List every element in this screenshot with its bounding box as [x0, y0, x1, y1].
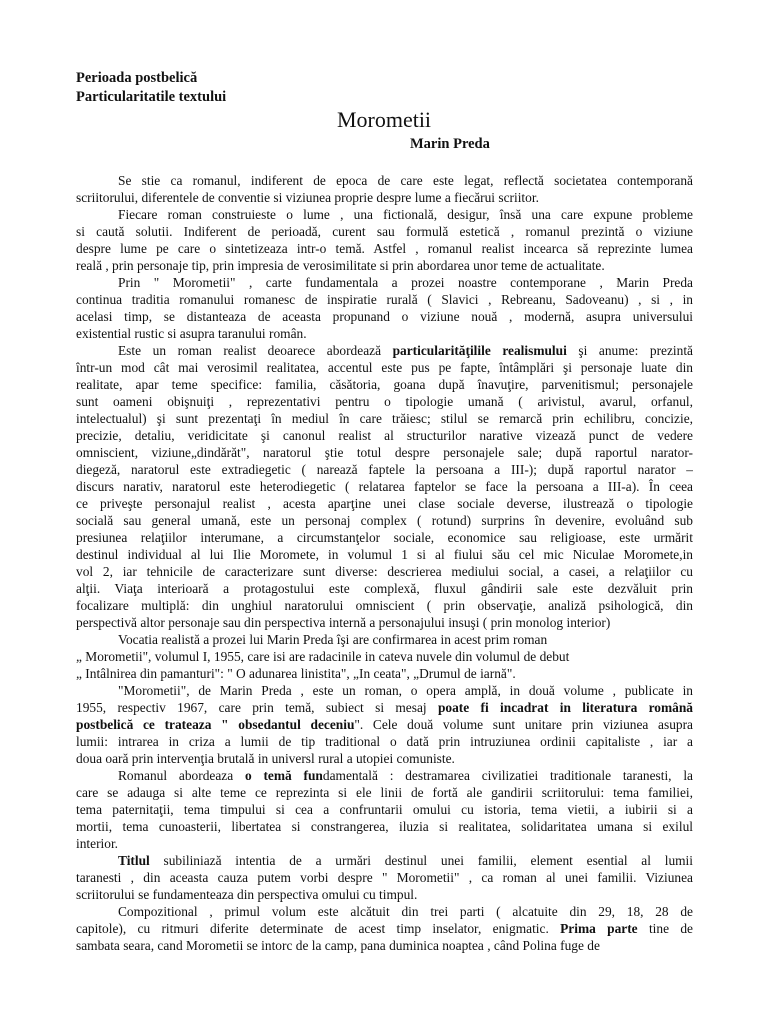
body-line: postbelică ce trateaza " obsedantul deceniu". Cele două volume sunt unitare prin viziunea asupra — [76, 717, 693, 732]
body-line: destinul individual al lui Ilie Moromete, in volumul 1 si al fiului său cel mic Niculae Moromete,in — [76, 547, 693, 562]
body-line: sunt oameni obişnuiţi , reprezentativi pentru o tipologie umană ( arivistul, avarul, orfanul, — [76, 394, 693, 409]
body-line: interior. — [76, 836, 119, 851]
body-line: reală , prin personaje tip, prin impresia de verosimilitate si prin abordarea unor teme de actualitate. — [76, 258, 605, 273]
bold-phrase: Titlul — [118, 853, 150, 868]
bold-phrase: particularităţilile realismului — [392, 343, 567, 358]
body-line: care se adauga si alte teme ce reprezinta si ele linii de fortă ale gandirii scriitorului: tema familiei, — [76, 785, 693, 800]
body-line: perspectivă altor personaje sau din perspectiva internă a personajului insuşi ( prin monolog interior) — [76, 615, 611, 630]
body-line: Vocatia realistă a prozei lui Marin Preda îşi are confirmarea in acest prim roman — [118, 632, 548, 647]
body-line: mortii, tema cunoasterii, libertatea si constrangerea, iluzia si realitatea, solidaritatea umana si exilul — [76, 819, 693, 834]
bold-phrase: poate fi incadrat in literatura română — [437, 700, 693, 715]
body-line: diegeză, naratorul este extradiegetic ( narează faptele la persoana a III-); după raportul narator – — [76, 462, 693, 477]
body-line: „ Morometii", volumul I, 1955, care isi are radacinile in cateva nuvele din volumul de debut — [76, 649, 570, 664]
body-line: Se stie ca romanul, indiferent de epoca de care este legat, reflectă societatea contemporană — [118, 173, 693, 188]
body-line: capitole), cu ritmuri diferite determinate de acest timp inselator, enigmatic. Prima parte tine de — [76, 921, 693, 936]
body-line: într-un mod cât mai verosimil realitatea, accentul este pus pe fapte, întâmplări şi personaje luate din — [76, 360, 693, 375]
body-line: Fiecare roman construieste o lume , una fictională, desigur, însă una care expune probleme — [118, 207, 693, 222]
body-line: focalizare multiplă: din unghiul naratorului omniscient ( prin observaţie, analiză psihologică, din — [76, 598, 693, 613]
body-line: acelasi timp, se distanteaza de aceasta propunand o viziune nouă , modernă, asupra universului — [76, 309, 693, 324]
bold-phrase: Prima parte — [560, 921, 638, 936]
body-line: despre lume pe care o sintetizeaza intr-o temă. Astfel , romanul realist incearca să reprezinte lumea — [76, 241, 693, 256]
body-line: doua oară prin intervenţia brutală in universl rural a utopiei comuniste. — [76, 751, 455, 766]
body-line: "Morometii", de Marin Preda , este un roman, o opera amplă, in două volume , publicate in — [118, 683, 693, 698]
body-line: realitate, apar teme specifice: familia, căsătoria, goana după înavuţire, parvenitismul; personajele — [76, 377, 693, 392]
body-line: presiunea relaţiilor interumane, a circumstanţelor sociale, economice sau religioase, este urmărit — [76, 530, 693, 545]
body-line: discurs narativ, naratorul este heterodiegetic ( relatarea faptelor se face la persoana a III-a). În ceea — [76, 479, 693, 494]
period-heading: Perioada postbelică — [76, 70, 198, 86]
body-line: intelectualul) şi sunt prezentaţi în mediul în care trăiesc; stilul se remarcă prin echilibru, concizie, — [76, 411, 693, 426]
body-line: Titlul subiliniază intentia de a urmări destinul unei familii, element esential al lumii — [118, 853, 693, 868]
bold-phrase: o temă fun — [244, 768, 323, 783]
body-line: alţii. Viaţa interioară a protagostului este complexă, fluxul gândirii sale este dezvăluit prin — [76, 581, 693, 596]
body-line: 1955, respectiv 1967, care prin temă, subiect si mesaj poate fi incadrat in literatura română — [76, 700, 693, 715]
page-title: Morometii — [336, 107, 432, 132]
body-line: vol 2, iar tehnicile de caracterizare sunt diverse: descrierea mediului social, a casei, a relaţiilor cu — [76, 564, 693, 579]
body-line: ce priveşte personajul realist , acesta aparţine unei clase sociale deverse, ilustrează o tipologie — [76, 496, 693, 511]
body-line: precizie, detaliu, veridicitate şi canonul realist al structurilor narative vizează punct de vedere — [76, 428, 693, 443]
body-line: scriitorului se fundamenteaza din perspectiva omului cu timpul. — [76, 887, 418, 902]
body-line: si caută solutii. Indiferent de perioadă, curent sau formulă estetică , romanul prezintă o viziune — [76, 224, 693, 239]
subtitle-heading: Particularitatile textului — [76, 89, 227, 105]
body-line: Romanul abordeaza o temă fundamentală : destramarea civilizatiei traditionale taranesti, la — [118, 768, 693, 783]
body-line: omniscient, viziune„dindărăt", naratorul ştie totul despre personajele sale; după raportul narator- — [76, 445, 693, 460]
body-line: existential rustic si asupra taranului român. — [76, 326, 307, 341]
body-line: lumii: intrarea in criza a lumii de tip traditional o dată prin intruziunea ordinii capitaliste , iar a — [76, 734, 693, 749]
body-line: socială sau general umană, este un personaj complex ( rotund) surprins în devenire, evoluând sub — [76, 513, 693, 528]
body-line: tema paternitaţii, tema timpului si cea a confruntarii omului cu istoria, tema vietii, a iubirii si a — [76, 802, 693, 817]
body-line: „ Intâlnirea din pamanturi": " O adunarea linistita", „In ceata", „Drumul de iarnă". — [76, 666, 516, 681]
body-line: scriitorului, diferentele de conventie si viziunea proprie despre lume a fiecărui scriitor. — [76, 190, 539, 205]
body-line: continua traditia romanului romanesc de inspiratie rurală ( Slavici , Rebreanu, Sadoveanu) , si , in — [76, 292, 693, 307]
body-line: Compozitional , primul volum este alcătuit din trei parti ( alcatuite din 29, 18, 28 de — [118, 904, 693, 919]
body-line: taranesti , din aceasta cauza putem vorbi despre " Morometii" , ca roman al unei familii. Viziunea — [76, 870, 693, 885]
author-name: Marin Preda — [410, 136, 490, 152]
body-line: Prin " Morometii" , carte fundamentala a prozei noastre contemporane , Marin Preda — [118, 275, 693, 290]
bold-phrase: postbelică ce trateaza " obsedantul deceniu — [76, 717, 355, 732]
body-line: sambata seara, cand Morometii se intorc de la camp, pana duminica noaptea , când Polina fuge de — [76, 938, 600, 953]
body-line: Este un roman realist deoarece abordează particularităţilile realismului şi anume: prezintă — [118, 343, 693, 358]
